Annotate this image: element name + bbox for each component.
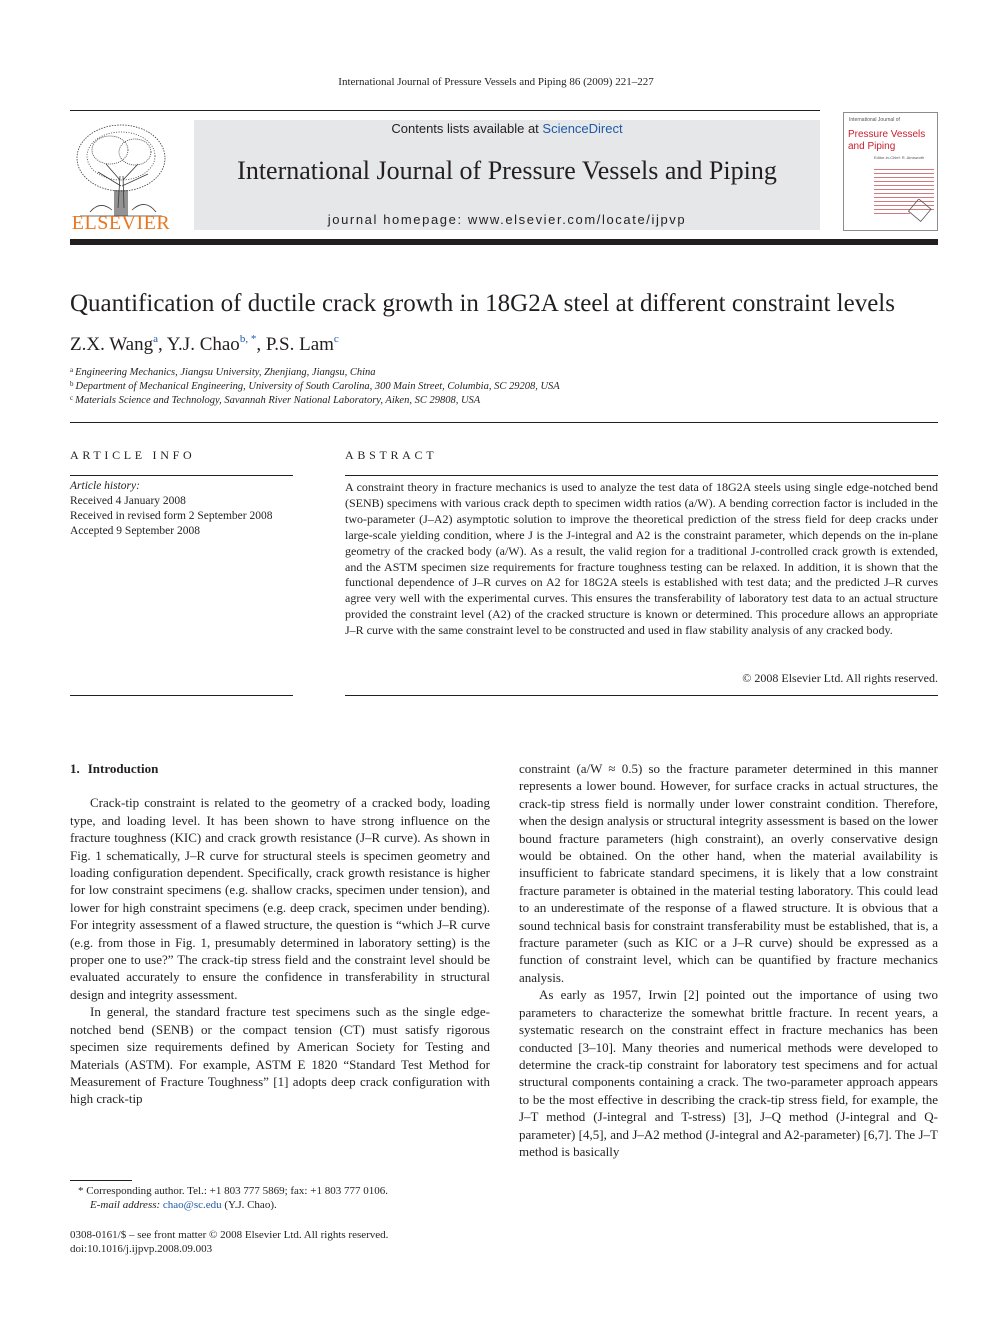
abstract-heading: ABSTRACT [345, 448, 438, 462]
header-rule [70, 110, 820, 111]
author-affiliation-marker[interactable]: c [333, 333, 339, 345]
author-name: Y.J. Chao [166, 334, 240, 355]
footnote-rule [70, 1180, 132, 1181]
section-heading: 1. Introduction [70, 761, 159, 776]
author-affiliation-marker[interactable]: b, * [239, 333, 257, 345]
abstract-bottom-rule [345, 695, 938, 696]
journal-banner [194, 120, 820, 230]
article-info-heading: ARTICLE INFO [70, 448, 196, 462]
article-info-rule [70, 475, 293, 476]
corresponding-author-note: * Corresponding author. Tel.: +1 803 777 5869; fax: +1 803 777 0106. [78, 1185, 388, 1197]
cover-editor: Editor-in-Chief: R. Ainsworth [874, 155, 925, 160]
journal-cover-thumbnail[interactable] [843, 112, 938, 231]
accepted-date: Accepted 9 September 2008 [70, 525, 200, 537]
abstract-text: A constraint theory in fracture mechanics is used to analyze the test data of 18G2A steels using single edge-notched bend (SENB) specimens with various crack depth to specimen width ratios (a/W). A bending correction factor is included in the two-parameter (J–A2) asymptotic solution to improve the theoretical prediction of the stress field for deep cracks under large-scale yielding condition, where J is the J-integral and A2 is the constraint parameter, which depends on the in-plane geometry of the cracked body (a/W). As a result, the valid region for a traditional J-controlled crack growth is extended, and the ASTM specimen size requirements for fracture toughness testing can be relaxed. In addition, it is shown that the functional dependence of J–R curves on A2 for 18G2A steels is established with test data; and the predicted J–R curves agree very well with the experimental curves. This ensures the transferability of laboratory test data to an actual structure provided the constraint level (A2) of the cracked structure is known or determined. This procedure allows an appropriate J–R curve with the same constraint level to be constructed and used in flaw stability analysis of any cracked body. [345, 480, 938, 638]
affiliation: $^a$ Engineering Mechanics, Jiangsu University, Zhenjiang, Jiangsu, China [70, 366, 376, 378]
author-affiliation-marker[interactable]: a [153, 333, 158, 345]
author-list: Z.X. Wang$^a$, Y.J. Chao$^{b, *}$, P.S. Lam$^c$ [70, 333, 339, 355]
paragraph: constraint (a/W ≈ 0.5) so the fracture parameter determined in this manner represents a lower bound. However, for surface cracks in actual structures, the crack-tip stress field is normally under lower constraint condition. Therefore, when the design analysis or structural integrity assessment is based on the lower bound fracture parameters (high constraint), an overly conservative design would be obtained. On the other hand, when the material availability is insufficient to fabricate standard specimens, it is likely that a low constraint fracture parameter is obtained in the material testing laboratory. This could lead to an underestimate of the response of a flawed structure. It is obvious that a sound technical basis for constraint transferability must be established, that is, a fracture parameter (such as KIC or a J–R curve) should be expressed as a function of constraint level, which can be quantified by fracture mechanics analysis. [519, 761, 938, 985]
issn-line: 0308-0161/$ – see front matter © 2008 Elsevier Ltd. All rights reserved. [70, 1229, 389, 1241]
article-title: Quantification of ductile crack growth in 18G2A steel at different constraint levels [70, 290, 895, 317]
doi-line[interactable]: doi:10.1016/j.ijpvp.2008.09.003 [70, 1243, 213, 1255]
contents-availability: Contents lists available at ScienceDirect [391, 121, 623, 136]
author-name: Z.X. Wang [70, 334, 154, 355]
author-name: P.S. Lam [265, 334, 334, 355]
journal-homepage[interactable]: journal homepage: www.elsevier.com/locate/ijpvp [327, 212, 687, 227]
paragraph: In general, the standard fracture test specimens such as the single edge-notched bend (SENB) or the compact tension (CT) must satisfy rigorous specimen size requirements defined by American Society for Testing and Materials (ASTM). For example, ASTM E 1820 “Standard Test Method for Measurement of Fracture Toughness” [1] adopts deep crack configuration with high crack-tip [70, 1004, 490, 1107]
article-history [70, 479, 272, 539]
elsevier-logo[interactable] [70, 120, 172, 235]
cover-stamp-icon [906, 199, 934, 227]
email-link[interactable]: chao@sc.edu [162, 1199, 222, 1211]
journal-title: International Journal of Pressure Vessels and Piping [237, 156, 777, 185]
sciencedirect-link[interactable]: ScienceDirect [542, 121, 623, 136]
article-info-bottom-rule [70, 695, 293, 696]
paragraph: Crack-tip constraint is related to the geometry of a cracked body, loading type, and loading level. It has been shown to have strong influence on the fracture toughness (KIC) and crack growth resistance (J–R curve). As shown in Fig. 1 schematically, J–R curve for structural steels is specimen geometry and loading configuration dependent. Specifically, crack growth resistance is higher for low constraint specimens (e.g. shallow cracks, specimen under tension), and lower for high constraint specimens (e.g. deep crack, specimen under bending). For integrity assessment of a flawed structure, the question is “which J–R curve (e.g. from those in Fig. 1, presumably determined in laboratory setting) is the proper one to use?” The crack-tip stress field and the constraint level should be evaluated accurately to ensure the confidence in transferability in structural design and integrity assessment. [70, 795, 490, 1002]
cover-journal-name: Pressure Vessels and Piping [848, 129, 926, 152]
affiliation: $^c$ Materials Science and Technology, Savannah River National Laboratory, Aiken, SC 29808, USA [70, 394, 481, 406]
cover-top-text: International Journal of [849, 117, 900, 123]
paragraph: As early as 1957, Irwin [2] pointed out the importance of using two parameters to characterize the somewhat brittle fracture. In recent years, a systematic research on the constraint effect in fracture mechanics has been conducted [3–10]. Many theories and numerical methods were developed to determine the crack-tip constraint for laboratory test specimens and for actual structural components containing a crack. The two-parameter approach appears to be the most effective in describing the crack-tip stress field, for example, the J–T method (J-integral and T-stress) [3], J–Q method (J-integral and Q-parameter) [4,5], and J–A2 method (J-integral and A2-parameter) [6,7]. The J–T method is basically [519, 987, 938, 1159]
journal-citation: International Journal of Pressure Vessels and Piping 86 (2009) 221–227 [338, 76, 654, 88]
affiliation: $^b$ Department of Mechanical Engineering, University of South Carolina, 300 Main Street, Columbia, SC 29208, USA [70, 380, 560, 392]
elsevier-wordmark: ELSEVIER [71, 212, 171, 234]
body-column-left [70, 760, 490, 1108]
history-label: Article history: [70, 480, 140, 492]
abstract-rule [345, 475, 938, 476]
body-column-right [519, 760, 938, 1160]
section-divider [70, 422, 938, 423]
received-date: Received 4 January 2008 [70, 495, 186, 507]
revised-date: Received in revised form 2 September 2008 [70, 510, 273, 522]
email-note: E-mail address: chao@sc.edu (Y.J. Chao). [90, 1199, 277, 1211]
header-thick-rule [70, 239, 938, 245]
copyright: © 2008 Elsevier Ltd. All rights reserved. [742, 671, 938, 685]
